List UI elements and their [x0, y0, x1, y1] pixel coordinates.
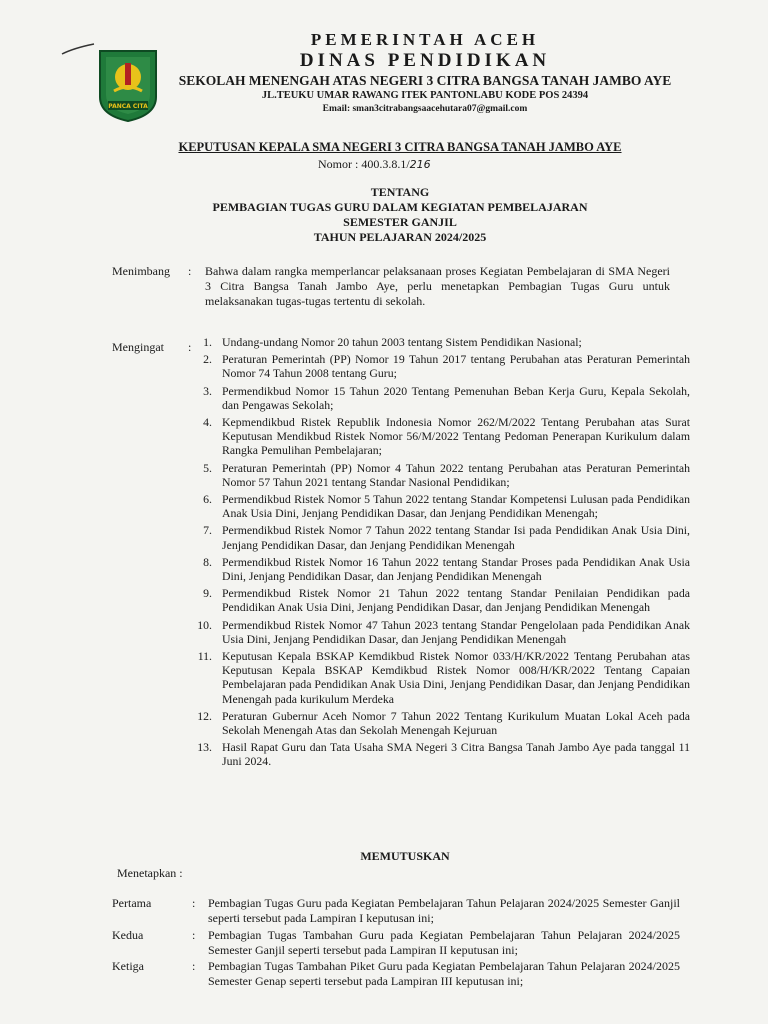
- list-item-number: 5.: [203, 460, 212, 475]
- list-item-text: Keputusan Kepala BSKAP Kemdikbud Ristek Nomor 033/H/KR/2022 Tentang Perubahan atas Keputusan Kepala BSKAP Kemdikbud Ristek Nomor 008/H/KR/2022 Tentang Capaian Pembelajaran pada Pendidikan Anak Usia Dini, Jenjang Pendidikan Dasar, dan Jenjang Pendidikan Menengah pada kurikulum Merdeka: [222, 649, 690, 706]
- decision-second-text: Pembagian Tugas Tambahan Guru pada Kegiatan Pembelajaran Tahun Pelajaran 2024/2025 Semester Ganjil seperti tersebut pada Lampiran II keputusan ini;: [208, 928, 680, 957]
- aceh-coat-of-arms-icon: [96, 47, 160, 123]
- list-item: [190, 649, 690, 706]
- mengingat-colon: :: [188, 340, 192, 354]
- letterhead: [160, 30, 690, 116]
- list-item-number: 3.: [203, 383, 212, 398]
- list-item: [190, 461, 690, 489]
- decision-number: [318, 157, 431, 172]
- about-heading: TENTANG: [370, 185, 430, 199]
- list-item: [190, 415, 690, 458]
- list-item-text: Permendikbud Ristek Nomor 21 Tahun 2022 tentang Standar Penilaian Pendidikan pada Pendidikan Anak Usia Dini, Jenjang Pendidikan Dasar, dan Jenjang Pendidikan Menengah: [222, 586, 690, 615]
- list-item-text: Kepmendikbud Ristek Republik Indonesia Nomor 262/M/2022 Tentang Perubahan atas Surat Keputusan Mendikbud Ristek Nomor 56/M/2022 Tentang Pedoman Penerapan Kurikulum dalam Rangka Pemulihan Pembelajaran;: [222, 415, 690, 458]
- pen-mark-icon: [60, 40, 100, 60]
- decision-title: KEPUTUSAN KEPALA SMA NEGERI 3 CITRA BANGSA TANAH JAMBO AYE: [178, 140, 622, 154]
- list-item-number: 7.: [203, 523, 212, 538]
- decision-first-text: Pembagian Tugas Guru pada Kegiatan Pembelajaran Tahun Pelajaran 2024/2025 Semester Ganjil seperti tersebut pada Lampiran I keputusan ini;: [208, 896, 680, 925]
- list-item-text: Undang-undang Nomor 20 tahun 2003 tentang Sistem Pendidikan Nasional;: [222, 335, 582, 349]
- about-year: TAHUN PELAJARAN 2024/2025: [313, 230, 487, 244]
- list-item-number: 6.: [203, 492, 212, 507]
- decision-number-handwritten: 216: [409, 158, 431, 171]
- list-item-number: 11.: [197, 649, 212, 664]
- decision-third-colon: :: [192, 959, 196, 973]
- menimbang-colon: :: [188, 264, 192, 278]
- menimbang-text: Bahwa dalam rangka memperlancar pelaksanaan proses Kegiatan Pembelajaran di SMA Negeri 3 Citra Bangsa Tanah Jambo Aye, perlu menetapkan Pembagian Tugas Guru untuk melaksanakan tugas-tugas tertentu di sekolah.: [205, 264, 670, 308]
- decision-third-text: Pembagian Tugas Tambahan Piket Guru pada Kegiatan Pembelajaran Tahun Pelajaran 2024/2025 Semester Genap seperti tersebut pada Lampiran III keputusan ini;: [208, 959, 680, 988]
- list-item: [190, 586, 690, 614]
- list-item-number: 9.: [203, 586, 212, 601]
- letterhead-line-2: DINAS PENDIDIKAN: [299, 50, 551, 71]
- list-item-number: 2.: [203, 352, 212, 367]
- menetapkan-label: Menetapkan :: [117, 866, 183, 880]
- about-semester: SEMESTER GANJIL: [343, 215, 457, 229]
- list-item-text: Permendikbud Ristek Nomor 47 Tahun 2023 tentang Standar Pengelolaan pada Pendidikan Anak Usia Dini, Jenjang Pendidikan Dasar, dan Jenjang Pendidikan Menengah: [222, 617, 690, 646]
- list-item-text: Permendikbud Nomor 15 Tahun 2020 Tentang Pemenuhan Beban Kerja Guru, Kepala Sekolah, dan Pengawas Sekolah;: [222, 383, 690, 412]
- decision-first-colon: :: [192, 896, 196, 910]
- list-item-number: 1.: [203, 335, 212, 349]
- list-item-text: Peraturan Pemerintah (PP) Nomor 4 Tahun 2022 tentang Perubahan atas Peraturan Pemerintah Nomor 57 Tahun 2021 tentang Standar Nasional Pendidikan;: [222, 460, 690, 489]
- logo-text: PANCA CITA: [108, 103, 148, 110]
- list-item-number: 10.: [197, 617, 212, 632]
- decision-number-prefix: Nomor : 400.3.8.1/: [318, 157, 410, 171]
- list-item: [190, 740, 690, 768]
- decision-first-label: Pertama: [112, 896, 152, 910]
- list-item: [190, 492, 690, 520]
- list-item-text: Permendikbud Ristek Nomor 5 Tahun 2022 tentang Standar Kompetensi Lulusan pada Pendidikan Anak Usia Dini, Jenjang Pendidikan Dasar, dan Jenjang Pendidikan Menengah;: [222, 492, 690, 521]
- list-item-text: Permendikbud Ristek Nomor 7 Tahun 2022 tentang Standar Isi pada Pendidikan Anak Usia Dini, Jenjang Pendidikan Dasar, dan Jenjang Pendidikan Menengah: [222, 523, 690, 552]
- list-item-number: 13.: [197, 740, 212, 755]
- list-item: [190, 335, 690, 349]
- list-item-number: 12.: [197, 708, 212, 723]
- decision-third-label: Ketiga: [112, 959, 144, 973]
- list-item-text: Peraturan Pemerintah (PP) Nomor 19 Tahun 2017 tentang Perubahan atas Peraturan Pemerintah Nomor 74 Tahun 2008 tentang Guru;: [222, 352, 690, 381]
- letterhead-email: Email: sman3citrabangsaacehutara07@gmail.com: [322, 104, 528, 114]
- list-item: [190, 384, 690, 412]
- about-subject: PEMBAGIAN TUGAS GURU DALAM KEGIATAN PEMBELAJARAN: [212, 200, 588, 214]
- letterhead-address: JL.TEUKU UMAR RAWANG ITEK PANTONLABU KODE POS 24394: [261, 90, 589, 101]
- list-item: [190, 618, 690, 646]
- decision-second-colon: :: [192, 928, 196, 942]
- list-item-text: Permendikbud Ristek Nomor 16 Tahun 2022 tentang Standar Proses pada Pendidikan Anak Usia Dini, Jenjang Pendidikan Dasar, dan Jenjang Pendidikan Menengah: [222, 554, 690, 584]
- about-block: [150, 185, 650, 245]
- letterhead-line-1: PEMERINTAH ACEH: [310, 30, 540, 49]
- menimbang-label: Menimbang: [112, 264, 170, 278]
- list-item-text: Hasil Rapat Guru dan Tata Usaha SMA Negeri 3 Citra Bangsa Tanah Jambo Aye pada tanggal 11 Juni 2024.: [222, 740, 690, 769]
- list-item-text: Peraturan Gubernur Aceh Nomor 7 Tahun 2022 Tentang Kurikulum Muatan Lokal Aceh pada Sekolah Menengah Atas dan Sekolah Menengah Kejuruan: [222, 708, 690, 738]
- decision-second-label: Kedua: [112, 928, 144, 942]
- list-item: [190, 352, 690, 380]
- letterhead-school-name: SEKOLAH MENENGAH ATAS NEGERI 3 CITRA BANGSA TANAH JAMBO AYE: [178, 73, 672, 88]
- memutuskan-heading: MEMUTUSKAN: [360, 849, 450, 863]
- list-item-number: 8.: [203, 554, 212, 569]
- list-item: [190, 709, 690, 737]
- mengingat-label: Mengingat: [112, 340, 164, 354]
- mengingat-list: [190, 335, 690, 772]
- list-item-number: 4.: [203, 415, 212, 430]
- list-item: [190, 555, 690, 583]
- list-item: [190, 523, 690, 551]
